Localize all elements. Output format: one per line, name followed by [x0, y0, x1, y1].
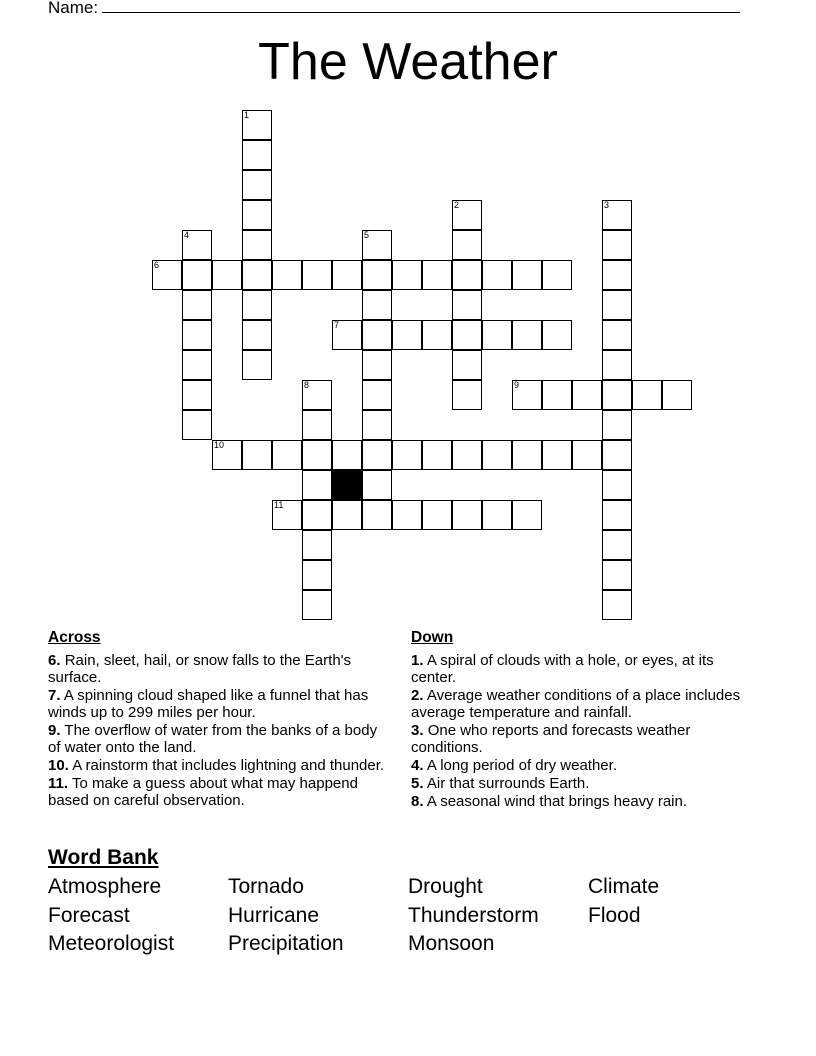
clue-down-4: 4. A long period of dry weather.	[411, 757, 617, 774]
crossword-cell[interactable]	[242, 290, 272, 320]
crossword-cell[interactable]	[362, 290, 392, 320]
crossword-cell[interactable]	[542, 380, 572, 410]
crossword-cell[interactable]	[452, 290, 482, 320]
crossword-cell[interactable]	[242, 170, 272, 200]
crossword-cell[interactable]	[362, 410, 392, 440]
crossword-cell[interactable]	[272, 440, 302, 470]
crossword-cell[interactable]	[242, 350, 272, 380]
crossword-cell[interactable]	[182, 230, 212, 260]
crossword-cell[interactable]	[182, 410, 212, 440]
crossword-cell[interactable]	[362, 500, 392, 530]
word-bank-item: Flood	[588, 904, 641, 927]
crossword-cell[interactable]	[182, 350, 212, 380]
name-label: Name:	[48, 0, 99, 17]
clue-across-7: 7. A spinning cloud shaped like a funnel that has winds up to 299 miles per hour.	[48, 687, 369, 721]
crossword-cell[interactable]	[302, 410, 332, 440]
crossword-cell[interactable]	[602, 560, 632, 590]
crossword-cell[interactable]	[362, 230, 392, 260]
crossword-cell[interactable]	[182, 260, 212, 290]
word-bank-item: Forecast	[48, 904, 130, 927]
cell-number: 6	[154, 260, 160, 270]
crossword-cell[interactable]	[542, 260, 572, 290]
crossword-cell[interactable]	[362, 350, 392, 380]
crossword-cell[interactable]	[272, 260, 302, 290]
crossword-cell[interactable]	[602, 290, 632, 320]
crossword-cell[interactable]	[152, 260, 182, 290]
crossword-cell[interactable]	[242, 440, 272, 470]
crossword-cell[interactable]	[362, 260, 392, 290]
clue-across-9: 9. The overflow of water from the banks of a body of water onto the land.	[48, 722, 378, 756]
crossword-cell[interactable]	[392, 320, 422, 350]
clue-down-5: 5. Air that surrounds Earth.	[411, 775, 590, 792]
crossword-cell[interactable]	[542, 320, 572, 350]
crossword-cell[interactable]	[482, 320, 512, 350]
crossword-cell[interactable]	[362, 380, 392, 410]
word-bank-item: Meteorologist	[48, 932, 175, 955]
crossword-cell[interactable]	[422, 500, 452, 530]
crossword-cell[interactable]	[332, 260, 362, 290]
clue-down-8: 8. A seasonal wind that brings heavy rain.	[411, 793, 688, 810]
crossword-cell[interactable]	[302, 590, 332, 620]
crossword-cell[interactable]	[482, 440, 512, 470]
cell-number: 2	[454, 200, 460, 210]
crossword-cell[interactable]	[452, 260, 482, 290]
word-bank-item: Thunderstorm	[408, 904, 539, 927]
cell-number: 5	[364, 230, 370, 240]
crossword-cell[interactable]	[302, 380, 332, 410]
crossword-cell[interactable]	[512, 500, 542, 530]
word-bank-item: Precipitation	[228, 932, 344, 955]
word-bank-item: Climate	[588, 875, 660, 898]
black-square	[332, 470, 362, 500]
crossword-cell[interactable]	[272, 500, 302, 530]
crossword-cell[interactable]	[602, 470, 632, 500]
word-bank-item: Monsoon	[408, 932, 495, 955]
crossword-cell[interactable]	[332, 320, 362, 350]
name-underline[interactable]	[102, 0, 740, 13]
crossword-cell[interactable]	[302, 440, 332, 470]
crossword-cell[interactable]	[302, 500, 332, 530]
crossword-cell[interactable]	[602, 500, 632, 530]
crossword-cell[interactable]	[452, 230, 482, 260]
crossword-cell[interactable]	[242, 320, 272, 350]
cell-number: 3	[604, 200, 610, 210]
crossword-cell[interactable]	[392, 500, 422, 530]
crossword-cell[interactable]	[482, 260, 512, 290]
crossword-cell[interactable]	[242, 260, 272, 290]
crossword-cell[interactable]	[422, 440, 452, 470]
crossword-cell[interactable]	[452, 320, 482, 350]
crossword-cell[interactable]	[602, 440, 632, 470]
crossword-cell[interactable]	[512, 440, 542, 470]
crossword-cell[interactable]	[422, 260, 452, 290]
crossword-cell[interactable]	[182, 290, 212, 320]
word-bank-item: Atmosphere	[48, 875, 162, 898]
down-clues	[411, 629, 751, 811]
word-bank-heading: Word Bank	[48, 846, 159, 869]
crossword-cell[interactable]	[242, 110, 272, 140]
word-bank-item: Tornado	[228, 875, 304, 898]
cell-number: 8	[304, 380, 310, 390]
crossword-cell[interactable]	[302, 530, 332, 560]
crossword-cell[interactable]	[482, 500, 512, 530]
crossword-cell[interactable]	[392, 440, 422, 470]
crossword-cell[interactable]	[302, 560, 332, 590]
crossword-cell[interactable]	[662, 380, 692, 410]
crossword-cell[interactable]	[602, 260, 632, 290]
crossword-cell[interactable]	[242, 230, 272, 260]
crossword-cell[interactable]	[632, 380, 662, 410]
crossword-cell[interactable]	[512, 320, 542, 350]
crossword-cell[interactable]	[332, 500, 362, 530]
crossword-cell[interactable]	[452, 500, 482, 530]
cell-number: 7	[334, 320, 340, 330]
across-heading: Across	[48, 629, 101, 646]
crossword-cell[interactable]	[572, 440, 602, 470]
crossword-cell[interactable]	[452, 200, 482, 230]
crossword-cell[interactable]	[362, 440, 392, 470]
crossword-cell[interactable]	[362, 320, 392, 350]
crossword-cell[interactable]	[212, 260, 242, 290]
clue-down-3: 3. One who reports and forecasts weather conditions.	[411, 722, 691, 756]
crossword-cell[interactable]	[452, 380, 482, 410]
page-title: The Weather	[258, 33, 558, 91]
crossword-cell[interactable]	[602, 530, 632, 560]
crossword-cell[interactable]	[602, 350, 632, 380]
clue-across-10: 10. A rainstorm that includes lightning and thunder.	[48, 757, 385, 774]
cell-number: 11	[274, 500, 284, 510]
down-heading: Down	[411, 629, 454, 646]
cell-number: 4	[184, 230, 190, 240]
crossword-cell[interactable]	[332, 440, 362, 470]
word-bank-item: Hurricane	[228, 904, 320, 927]
crossword-cell[interactable]	[362, 470, 392, 500]
crossword-cell[interactable]	[452, 440, 482, 470]
cell-number: 1	[244, 110, 250, 120]
word-bank-item: Drought	[408, 875, 483, 898]
crossword-cell[interactable]	[542, 440, 572, 470]
crossword-cell[interactable]	[302, 260, 332, 290]
crossword-cell[interactable]	[392, 260, 422, 290]
crossword-cell[interactable]	[572, 380, 602, 410]
cell-number: 10	[214, 440, 225, 450]
crossword-cell[interactable]	[422, 320, 452, 350]
crossword-cell[interactable]	[182, 380, 212, 410]
crossword-cell[interactable]	[182, 320, 212, 350]
crossword-cell[interactable]	[242, 200, 272, 230]
crossword-cell[interactable]	[602, 200, 632, 230]
crossword-cell[interactable]	[452, 350, 482, 380]
crossword-cell[interactable]	[602, 410, 632, 440]
crossword-cell[interactable]	[242, 140, 272, 170]
clue-down-1: 1. A spiral of clouds with a hole, or eyes, at its center.	[411, 652, 714, 686]
clue-across-11: 11. To make a guess about what may happend based on careful observation.	[48, 775, 358, 809]
crossword-cell[interactable]	[602, 380, 632, 410]
crossword-cell[interactable]	[512, 260, 542, 290]
crossword-cell[interactable]	[302, 470, 332, 500]
clue-across-6: 6. Rain, sleet, hail, or snow falls to the Earth's surface.	[48, 652, 352, 686]
clue-down-2: 2. Average weather conditions of a place includes average temperature and rainfall.	[411, 687, 741, 721]
across-clues	[48, 629, 388, 810]
crossword-cell[interactable]	[512, 380, 542, 410]
crossword-cell[interactable]	[602, 320, 632, 350]
name-field[interactable]	[48, 0, 740, 18]
crossword-cell[interactable]	[602, 230, 632, 260]
crossword-cell[interactable]	[212, 440, 242, 470]
cell-number: 9	[514, 380, 520, 390]
crossword-cell[interactable]	[602, 590, 632, 620]
